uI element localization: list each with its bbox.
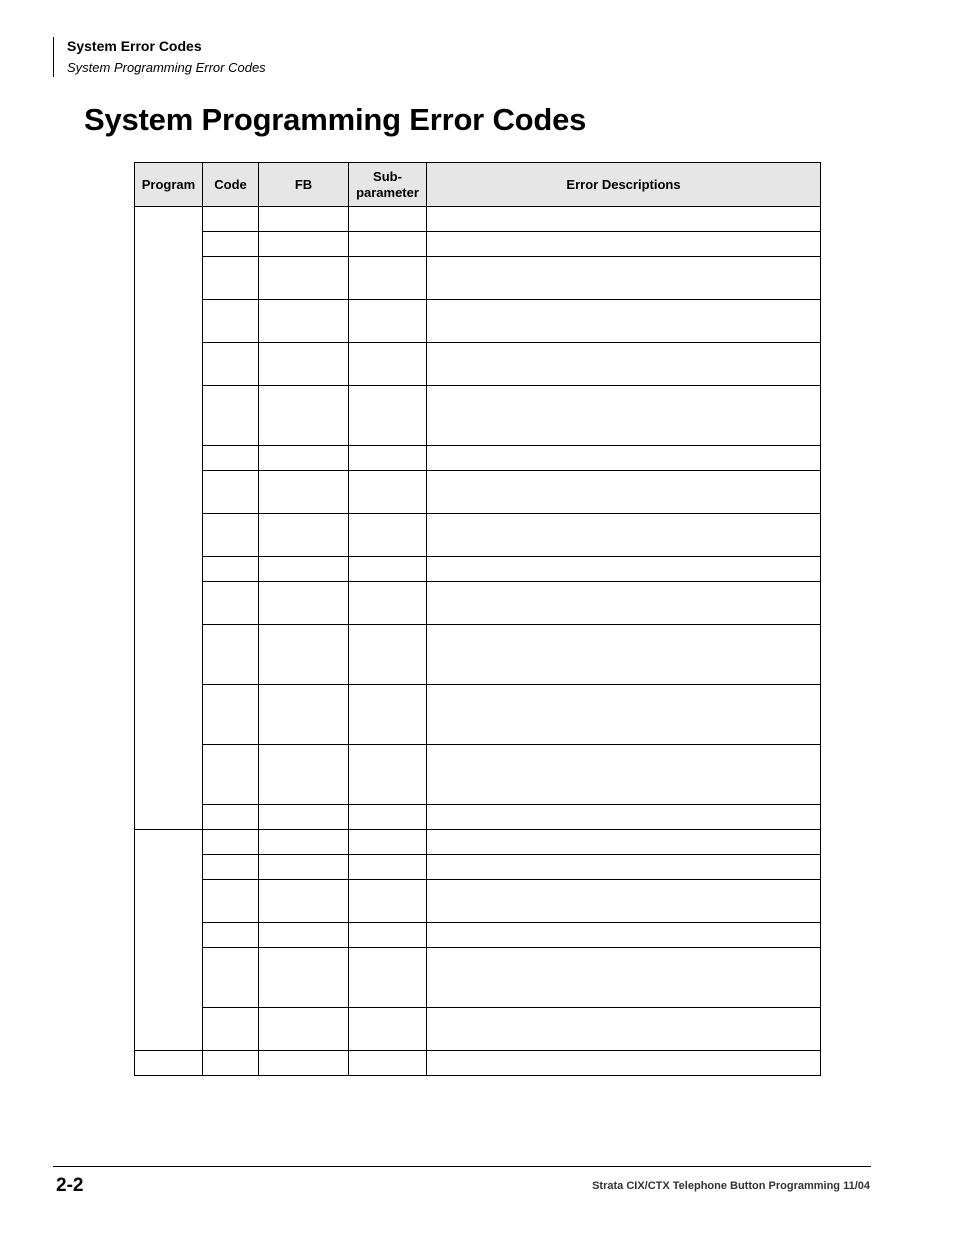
program-cell: [135, 830, 203, 1051]
page-number: 2-2: [56, 1175, 84, 1196]
table-row: [135, 343, 821, 386]
fb-cell: [259, 582, 349, 625]
fb-cell: [259, 1008, 349, 1051]
subparameter-cell: [349, 805, 427, 830]
code-cell: [203, 582, 259, 625]
table-row: [135, 300, 821, 343]
table-row: [135, 805, 821, 830]
description-cell: [427, 923, 821, 948]
subparameter-cell: [349, 745, 427, 805]
column-header-fb: FB: [259, 163, 349, 207]
header-rule: [53, 37, 54, 77]
table-row: [135, 685, 821, 745]
fb-cell: [259, 805, 349, 830]
header-section-title: System Error Codes: [67, 38, 202, 54]
header-subtitle: System Programming Error Codes: [67, 60, 266, 75]
column-header-program: Program: [135, 163, 203, 207]
table-row: [135, 232, 821, 257]
table-row: [135, 625, 821, 685]
table-row: [135, 880, 821, 923]
description-cell: [427, 514, 821, 557]
fb-cell: [259, 232, 349, 257]
subparameter-cell: [349, 446, 427, 471]
description-cell: [427, 805, 821, 830]
subparameter-cell: [349, 685, 427, 745]
error-codes-table: [134, 162, 821, 1076]
subparameter-cell: [349, 300, 427, 343]
description-cell: [427, 386, 821, 446]
description-cell: [427, 1051, 821, 1076]
subparameter-cell: [349, 1051, 427, 1076]
subparameter-cell: [349, 343, 427, 386]
code-cell: [203, 948, 259, 1008]
description-cell: [427, 745, 821, 805]
code-cell: [203, 386, 259, 446]
fb-cell: [259, 745, 349, 805]
subparameter-cell: [349, 948, 427, 1008]
table-row: [135, 855, 821, 880]
fb-cell: [259, 880, 349, 923]
table-row: [135, 830, 821, 855]
subparameter-cell: [349, 207, 427, 232]
description-cell: [427, 948, 821, 1008]
fb-cell: [259, 1051, 349, 1076]
description-cell: [427, 855, 821, 880]
description-cell: [427, 446, 821, 471]
table-header-row: [135, 163, 821, 207]
description-cell: [427, 471, 821, 514]
subparameter-cell: [349, 1008, 427, 1051]
description-cell: [427, 343, 821, 386]
subparameter-cell: [349, 386, 427, 446]
table-row: [135, 745, 821, 805]
description-cell: [427, 232, 821, 257]
code-cell: [203, 830, 259, 855]
code-cell: [203, 805, 259, 830]
description-cell: [427, 830, 821, 855]
table-row: [135, 386, 821, 446]
table-row: [135, 446, 821, 471]
subparameter-cell: [349, 880, 427, 923]
code-cell: [203, 446, 259, 471]
subparameter-cell: [349, 471, 427, 514]
fb-cell: [259, 855, 349, 880]
fb-cell: [259, 685, 349, 745]
code-cell: [203, 685, 259, 745]
fb-cell: [259, 343, 349, 386]
fb-cell: [259, 557, 349, 582]
code-cell: [203, 1051, 259, 1076]
description-cell: [427, 685, 821, 745]
fb-cell: [259, 300, 349, 343]
subparameter-cell: [349, 830, 427, 855]
page-title: System Programming Error Codes: [84, 102, 587, 137]
subparameter-cell: [349, 923, 427, 948]
description-cell: [427, 557, 821, 582]
description-cell: [427, 300, 821, 343]
table-row: [135, 557, 821, 582]
column-header-subparameter: Sub- parameter: [349, 163, 427, 207]
table-row: [135, 257, 821, 300]
code-cell: [203, 514, 259, 557]
fb-cell: [259, 948, 349, 1008]
code-cell: [203, 232, 259, 257]
code-cell: [203, 625, 259, 685]
code-cell: [203, 343, 259, 386]
fb-cell: [259, 625, 349, 685]
code-cell: [203, 880, 259, 923]
code-cell: [203, 1008, 259, 1051]
description-cell: [427, 582, 821, 625]
column-header-code: Code: [203, 163, 259, 207]
fb-cell: [259, 923, 349, 948]
table-row: [135, 514, 821, 557]
description-cell: [427, 880, 821, 923]
description-cell: [427, 257, 821, 300]
footer-rule: [53, 1166, 871, 1167]
description-cell: [427, 625, 821, 685]
table-row: [135, 948, 821, 1008]
column-header-error-descriptions: Error Descriptions: [427, 163, 821, 207]
table-row: [135, 207, 821, 232]
table-row: [135, 582, 821, 625]
code-cell: [203, 557, 259, 582]
fb-cell: [259, 471, 349, 514]
table-row: [135, 1008, 821, 1051]
code-cell: [203, 471, 259, 514]
footer-text: Strata CIX/CTX Telephone Button Programming 11/04: [592, 1180, 870, 1192]
subparameter-cell: [349, 582, 427, 625]
subparameter-cell: [349, 257, 427, 300]
subparameter-cell: [349, 232, 427, 257]
fb-cell: [259, 830, 349, 855]
fb-cell: [259, 386, 349, 446]
fb-cell: [259, 207, 349, 232]
code-cell: [203, 855, 259, 880]
subparameter-cell: [349, 855, 427, 880]
fb-cell: [259, 257, 349, 300]
code-cell: [203, 207, 259, 232]
description-cell: [427, 207, 821, 232]
program-cell: [135, 1051, 203, 1076]
subparameter-cell: [349, 625, 427, 685]
code-cell: [203, 923, 259, 948]
code-cell: [203, 745, 259, 805]
program-cell: [135, 207, 203, 830]
code-cell: [203, 257, 259, 300]
code-cell: [203, 300, 259, 343]
fb-cell: [259, 514, 349, 557]
fb-cell: [259, 446, 349, 471]
table-row: [135, 923, 821, 948]
table-row: [135, 1051, 821, 1076]
subparameter-cell: [349, 557, 427, 582]
table-row: [135, 471, 821, 514]
description-cell: [427, 1008, 821, 1051]
subparameter-cell: [349, 514, 427, 557]
